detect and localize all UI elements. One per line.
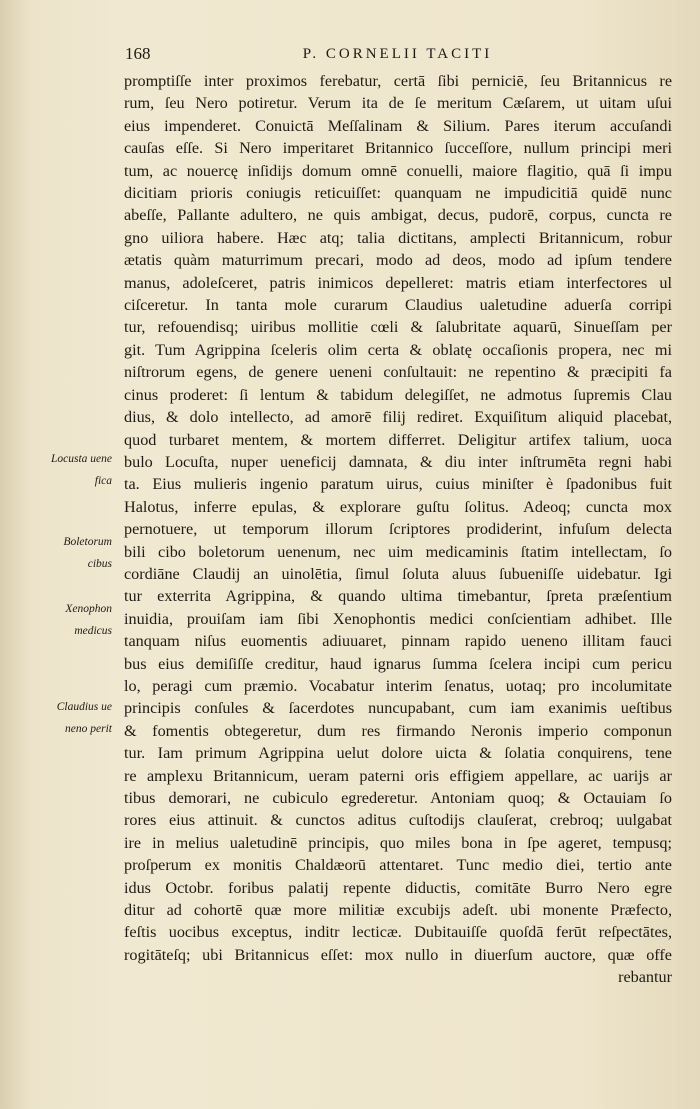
text-line: ciſceretur. In tanta mole curarum Claudius ualetudine aduerſa corripi: [124, 296, 672, 315]
text-line: inuidia, prouiſam iam ſibi Xenophontis medici conſcientiam adhibet. Ille: [124, 609, 672, 628]
text-line: cordiāne Claudij an uinolētia, ſimul ſoluta aluus ſubueniſſe uidebatur. Igi: [124, 564, 672, 583]
running-title: P. CORNELII TACITI: [302, 46, 493, 62]
text-line: ta. Eius mulieris ingenio paratum uirus, cuius miniſter è ſpadonibus fuit: [124, 475, 672, 494]
text-line: cinus proderet: ſi lentum & tabidum delegiſſet, ne admotus ſupremis Clau: [124, 385, 672, 404]
text-line: quod turbaret mentem, & mortem differret. Deligitur artifex talium, uoca: [124, 430, 672, 449]
text-line: bulo Locuſta, nuper ueneficij damnata, & diu inter inſtrumēta regni habi: [124, 452, 672, 471]
text-line: cauſas eſſe. Si Nero imperitaret Britannico ſucceſſore, nullum principi meri: [124, 139, 672, 158]
margin-note-line: neno perit: [65, 723, 112, 735]
text-line: proſperum ex monitis Chaldæorū attentaret. Tunc medio diei, tertio ante: [124, 856, 672, 875]
text-line: eius impenderet. Conuictā Meſſalinam & Silium. Pares iterum accuſandi: [124, 116, 672, 135]
text-line: feſtis uocibus exceptus, inditr lecticæ. Dubitauiſſe quoſdā ferūt reſpectātes,: [124, 923, 672, 942]
text-line: re amplexu Britannicum, ueram paterni oris effigiem appellare, ac uarijs ar: [124, 766, 672, 785]
margin-note-line: Claudius ue: [56, 701, 112, 713]
margin-note-locusta: [0, 448, 112, 492]
text-line: rum, ſeu Nero potiretur. Verum ita de ſe meritum Cæſarem, ut uitam uſui: [124, 94, 672, 113]
text-line: pernotuere, ut temporum illorum ſcriptores prodiderint, infuſum delecta: [124, 520, 672, 539]
text-line: rores eius attinuit. & cunctos aditus cuſtodijs clauſerat, crebroq; uulgabat: [124, 811, 672, 830]
text-line: lo, peragi cum præmio. Vocabatur interim ſenatus, uotaq; pro incolumitate: [124, 676, 672, 695]
text-line: bili cibo boletorum uenenum, nec uim medicaminis ſtatim intellectam, ſo: [124, 542, 672, 561]
text-line: niſtrorum egens, de genere ueneni conſultauit: ne repentino & præcipiti fa: [124, 363, 672, 382]
text-line: rebantur: [618, 968, 672, 987]
body-text: [124, 70, 672, 989]
text-line: tum, ac nouercę inſidijs domum omnē conuelli, maiore flagitio, quā ſi impu: [124, 161, 672, 180]
text-line: rogitāteſq; ubi Britannicus eſſet: mox nullo in diuerſum auctore, quæ offe: [124, 945, 672, 964]
text-line: abeſſe, Pallante adultero, ne quis ambigat, decus, pudorē, corpus, cuncta re: [124, 206, 672, 225]
margin-note-line: cibus: [87, 558, 112, 570]
text-line: gno uiliora habere. Hæc atq; talia dictitans, amplecti Britannicum, robur: [124, 228, 672, 247]
text-line: idus Octobr. foribus palatij repente diductis, comitāte Burro Nero egre: [124, 878, 672, 897]
text-line: Halotus, inferre epulas, & explorare guſtu ſolitus. Adeoq; cuncta mox: [124, 497, 672, 516]
text-line: promptiſſe inter proximos ferebatur, certā ſibi perniciē, ſeu Britannicus re: [124, 72, 672, 90]
text-line: manus, adoleſceret, patris inimicos depelleret: matris etiam interfectores ul: [124, 273, 672, 292]
text-line: bus eius demiſiſſe creditur, haud ignarus ſumma ſcelera incipi cum pericu: [124, 654, 672, 673]
text-line: tibus demorari, ne cubiculo egrederetur. Antoniam quoq; & Octauiam ſo: [124, 789, 672, 807]
text-line: ætatis quàm maturrimum precari, modo ad deos, modo ad ipſum tendere: [124, 251, 672, 270]
margin-note-claudius: [0, 696, 112, 740]
page-header: [125, 44, 670, 68]
text-line: tur, refouendisq; uiribus mollitie cœli & ſalubritate aquarū, Sinueſſam per: [124, 318, 672, 337]
margin-note-line: Boletorum: [63, 536, 112, 548]
text-line: principis conſules & ſacerdotes nuncupabant, cum iam exanimis ueſtibus: [124, 699, 672, 718]
text-line: ditur ad cohortē quæ more militiæ excubijs adeſt. ubi monente Præfecto,: [124, 901, 672, 920]
text-line: ire in melius ualetudinē principis, quo miles bona in ſpe ageret, tempusq;: [124, 833, 672, 852]
text-line: & fomentis obtegeretur, dum res firmando Neronis imperio componun: [124, 721, 672, 740]
margin-note-line: Locusta uene: [50, 453, 112, 465]
margin-note-line: fica: [94, 475, 112, 487]
text-line: dicitiam prioris coniugis reticuiſſet: quanquam ne impudicitiā quidē nunc: [124, 184, 672, 203]
page-number: 168: [125, 44, 151, 63]
margin-note-boletorum: [0, 531, 112, 575]
text-line: dius, & dolo intellecto, ad amorē filij rediret. Exquiſitum aliquid placebat,: [124, 408, 672, 427]
margin-note-line: Xenophon: [65, 603, 112, 615]
text-line: tur exterrita Agrippina, & quando ultima timebantur, ſpreta præſentium: [124, 587, 672, 606]
margin-notes: [0, 0, 122, 1109]
text-line: git. Tum Agrippina ſceleris olim certa & oblatę occaſionis propera, nec mi: [124, 340, 672, 359]
text-line: tur. Iam primum Agrippina uelut dolore uicta & ſolatia conquirens, tene: [124, 744, 672, 763]
margin-note-line: medicus: [74, 625, 112, 637]
text-line: tanquam niſus euomentis adiuuaret, pinnam rapido ueneno illitam fauci: [124, 632, 672, 651]
margin-note-xenophon: [0, 598, 112, 642]
